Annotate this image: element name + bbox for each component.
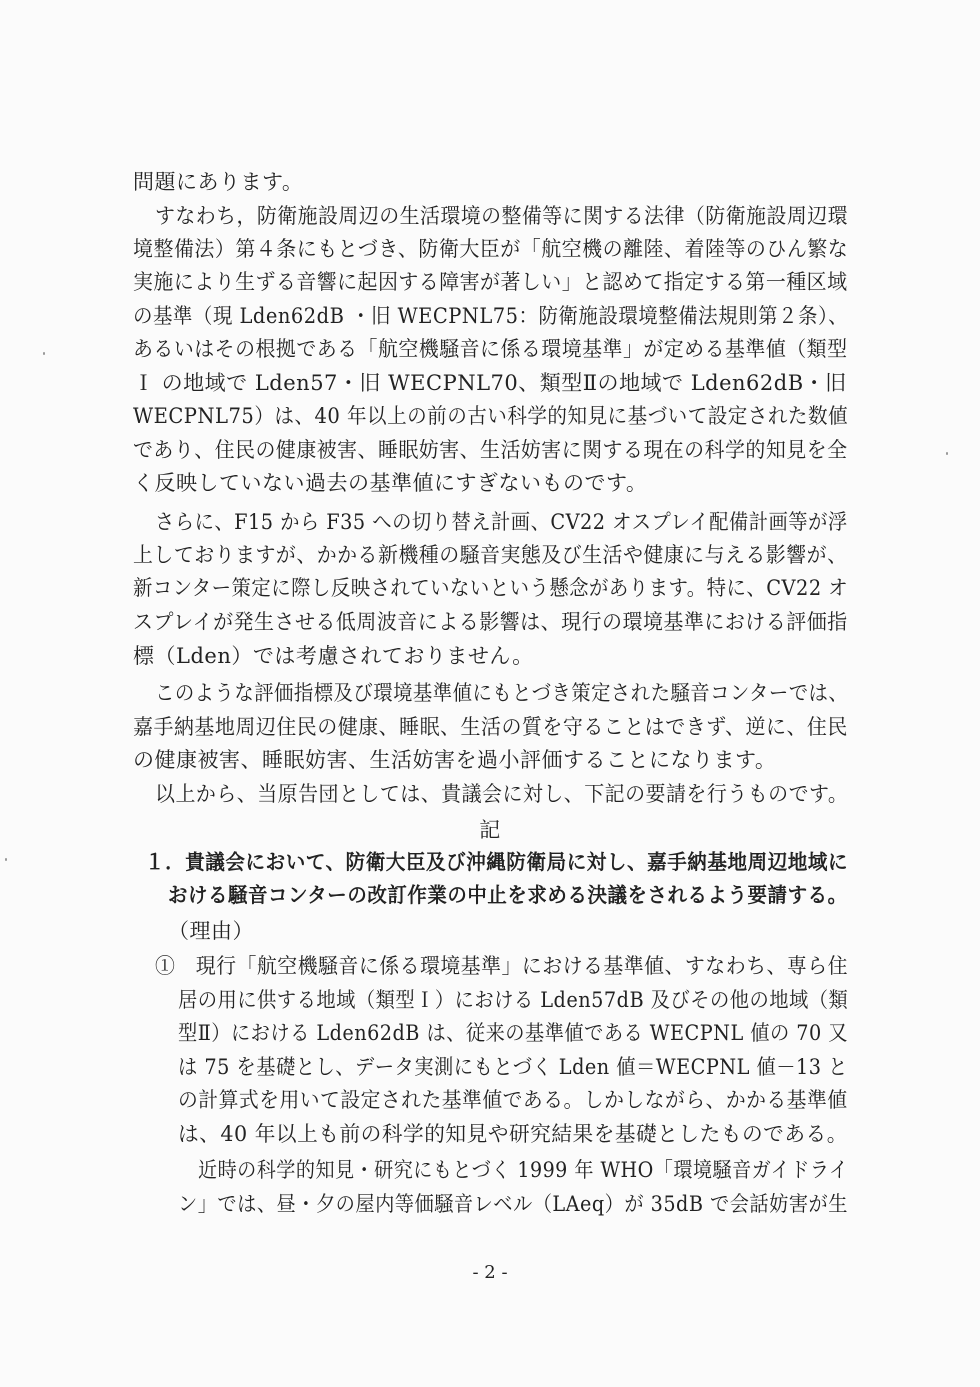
scan-speck <box>946 452 948 455</box>
page-number: - 2 - <box>472 1262 508 1283</box>
text-line: 問題にあります。 <box>133 170 304 194</box>
text-line: さらに、F15 から F35 への切り替え計画、CV22 オスプレイ配備計画等が浮 <box>155 510 848 534</box>
text-line: スプレイが発生させる低周波音による影響は、現行の環境基準における評価指 <box>133 610 848 634</box>
text-line: であり、住民の健康被害、睡眠妨害、生活妨害に関する現在の科学的知見を全 <box>133 438 848 462</box>
request-item-line: １．貴議会において、防衛大臣及び沖縄防衛局に対し、嘉手納基地周辺地域に <box>145 850 849 874</box>
reason-line: の計算式を用いて設定された基準値である。しかしながら、かかる基準値 <box>178 1088 848 1112</box>
reason-line: ① 現行「航空機騒音に係る環境基準」における基準値、すなわち、専ら住 <box>155 954 848 978</box>
reason-line: 型Ⅱ）における Lden62dB は、従来の基準値である WECPNL 値の 70 又 <box>178 1021 848 1045</box>
text-line: の健康被害、睡眠妨害、生活妨害を過小評価することになります。 <box>133 748 777 772</box>
text-line: このような評価指標及び環境基準値にもとづき策定された騒音コンターでは、 <box>155 681 849 705</box>
text-line: 以上から、当原告団としては、貴議会に対し、下記の要請を行うものです。 <box>155 782 849 806</box>
text-line: 嘉手納基地周辺住民の健康、睡眠、生活の質を守ることはできず、逆に、住民 <box>133 715 848 739</box>
scan-speck <box>5 858 7 861</box>
text-line: の基準（現 Lden62dB ・旧 WECPNL75：防衛施設環境整備法規則第２条）、 <box>133 304 849 328</box>
text-line: 境整備法）第４条にもとづき、防衛大臣が「航空機の離陸、着陸等のひん繁な <box>133 237 849 261</box>
text-line: く反映していない過去の基準値にすぎないものです。 <box>133 471 648 495</box>
reason-line: は 75 を基礎とし、データ実測にもとづく Lden 値＝WECPNL 値－13 と <box>178 1055 848 1079</box>
text-line: 新コンター策定に際し反映されていないという懸念があります。特に、CV22 オ <box>133 576 849 600</box>
text-line: WECPNL75）は、40 年以上の前の古い科学的知見に基づいて設定された数値 <box>133 404 849 428</box>
text-line: 標（Lden）では考慮されておりません。 <box>133 644 534 668</box>
scan-speck <box>43 352 45 355</box>
reason-line: ン」では、昼・夕の屋内等価騒音レベル（LAeq）が 35dB で会話妨害が生 <box>178 1192 848 1216</box>
reason-line: は、40 年以上も前の科学的知見や研究結果を基礎としたものである。 <box>178 1122 848 1146</box>
text-line: 実施により生ずる音響に起因する障害が著しい」と認めて指定する第一種区域 <box>133 270 848 294</box>
ki-heading: 記 <box>479 818 501 842</box>
text-line: 上しておりますが、かかる新機種の騒音実態及び生活や健康に与える影響が、 <box>133 543 848 567</box>
text-line: あるいはその根拠である「航空機騒音に係る環境基準」が定める基準値（類型 <box>133 337 848 361</box>
reason-line: 居の用に供する地域（類型Ｉ）における Lden57dB 及びその他の地域（類 <box>178 988 849 1012</box>
text-line: Ｉ の地域で Lden57・旧 WECPNL70、類型Ⅱの地域で Lden62dB・旧 <box>133 371 847 395</box>
text-line: すなわち，防衛施設周辺の生活環境の整備等に関する法律（防衛施設周辺環 <box>155 204 848 228</box>
reason-label: （理由） <box>168 919 254 943</box>
request-item-line: おける騒音コンターの改訂作業の中止を求める決議をされるよう要請する。 <box>168 883 848 907</box>
reason-line: 近時の科学的知見・研究にもとづく 1999 年 WHO「環境騒音ガイドライ <box>198 1158 849 1182</box>
